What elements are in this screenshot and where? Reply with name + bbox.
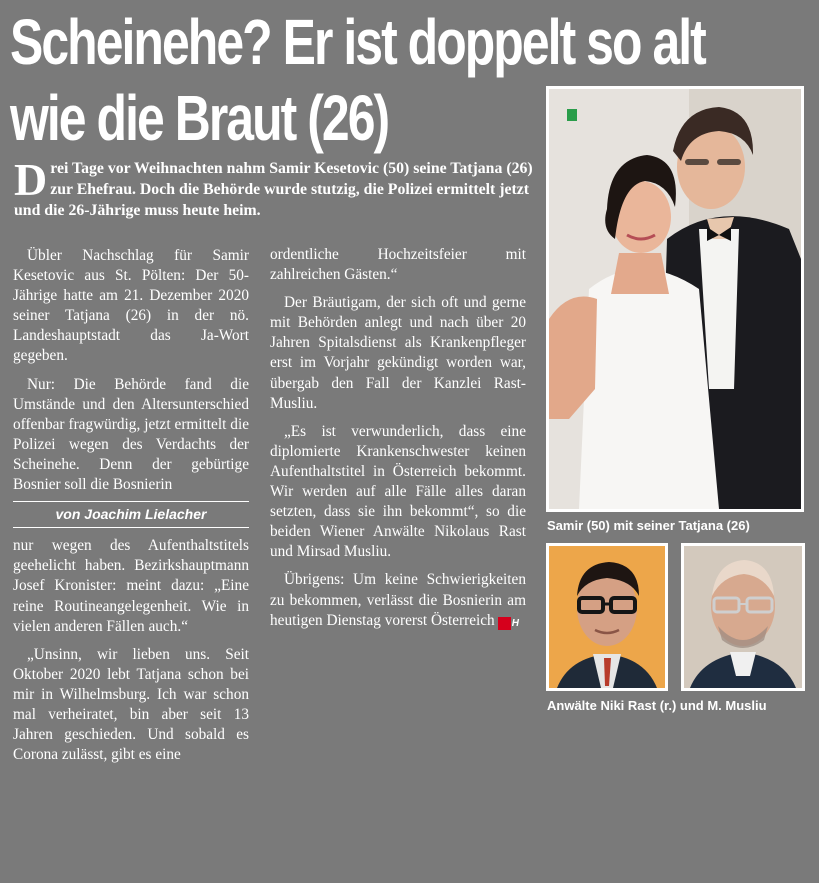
lead-text: rei Tage vor Weihnachten nahm Samir Kesetovic (50) seine Tatjana (26) zur Ehefrau. Doch die Behörde wurde stutzig, die Polizei ermittelt jetzt und die 26-Jährige muss heute heim. (14, 160, 533, 219)
couple-photo-illustration (549, 89, 801, 509)
couple-photo-caption: Samir (50) mit seiner Tatjana (26) (547, 518, 750, 533)
column1-paragraph-1: Übler Nachschlag für Samir Kesetovic aus St. Pölten: Der 50-Jährige hatte am 21. Dezember 2020 seiner Tatjana (26) in der nö. Landeshauptstadt das Ja-Wort gegeben. (13, 247, 249, 365)
lawyers-photo-caption: Anwälte Niki Rast (r.) und M. Musliu (547, 698, 767, 713)
lead-paragraph (14, 154, 534, 221)
column1-paragraph-2: Nur: Die Behörde fand die Umstände und den Altersunterschied offenbar fragwürdig, jetzt ermittelt die Polizei wegen des Verdachts der Scheinehe. Denn der gebürtige Bosnier soll die Bosnierin (13, 375, 249, 494)
article-column-1 (13, 246, 249, 765)
couple-photo (546, 86, 804, 512)
column2-paragraph-4-text: Übrigens: Um keine Schwierigkeiten zu bekommen, verlässt die Bosnierin am heutigen Dienstag vorerst Österreich (270, 571, 526, 629)
headline-line-2: wie die Braut (26) (10, 82, 389, 154)
lawyer-rast-illustration (549, 546, 665, 688)
column2-paragraph-4 (270, 570, 526, 630)
headline-line-1: Scheinehe? Er ist doppelt so alt (10, 6, 705, 78)
lead-dropcap: D (14, 154, 48, 205)
lawyer-musliu-photo (681, 543, 805, 691)
lawyer-rast-photo (546, 543, 668, 691)
column2-paragraph-1: ordentliche Hochzeitsfeier mit zahlreichen Gästen.“ (270, 246, 526, 284)
column1-paragraph-3: nur wegen des Aufenthaltstitels geehelicht haben. Bezirkshauptmann Josef Kronister: meint dazu: „Eine reine Routineangelegenheit. Wie in vielen anderen Fällen auch.“ (13, 537, 249, 635)
author-byline: von Joachim Lielacher (13, 501, 249, 528)
end-mark-icon: H (498, 617, 511, 630)
column1-paragraph-4: „Unsinn, wir lieben uns. Seit Oktober 2020 lebt Tatjana schon bei mir in Wilhelmsburg. Ich war schon mal verheiratet, bin aber seit 13 Jahren geschieden. Und sobald es Corona zulässt, gibt es eine (13, 645, 249, 764)
lawyer-musliu-illustration (684, 546, 802, 688)
article-column-2 (270, 245, 526, 631)
column2-paragraph-2: Der Bräutigam, der sich oft und gerne mit Behörden anlegt und nach über 20 Jahren Spitalsdienst als Krankenpfleger erst im Vorjahr gekündigt worden war, übergab den Fall der Kanzlei Rast-Musliu. (270, 294, 526, 412)
column2-paragraph-3: „Es ist verwunderlich, dass eine diplomierte Krankenschwester keinen Aufenthaltstitel in Österreich bekommt. Wir werden auf alle Fälle alles daran setzten, dass sie ihn bekommt“, so die beiden Wiener Anwälte Nikolaus Rast und Mirsad Musliu. (270, 422, 526, 561)
